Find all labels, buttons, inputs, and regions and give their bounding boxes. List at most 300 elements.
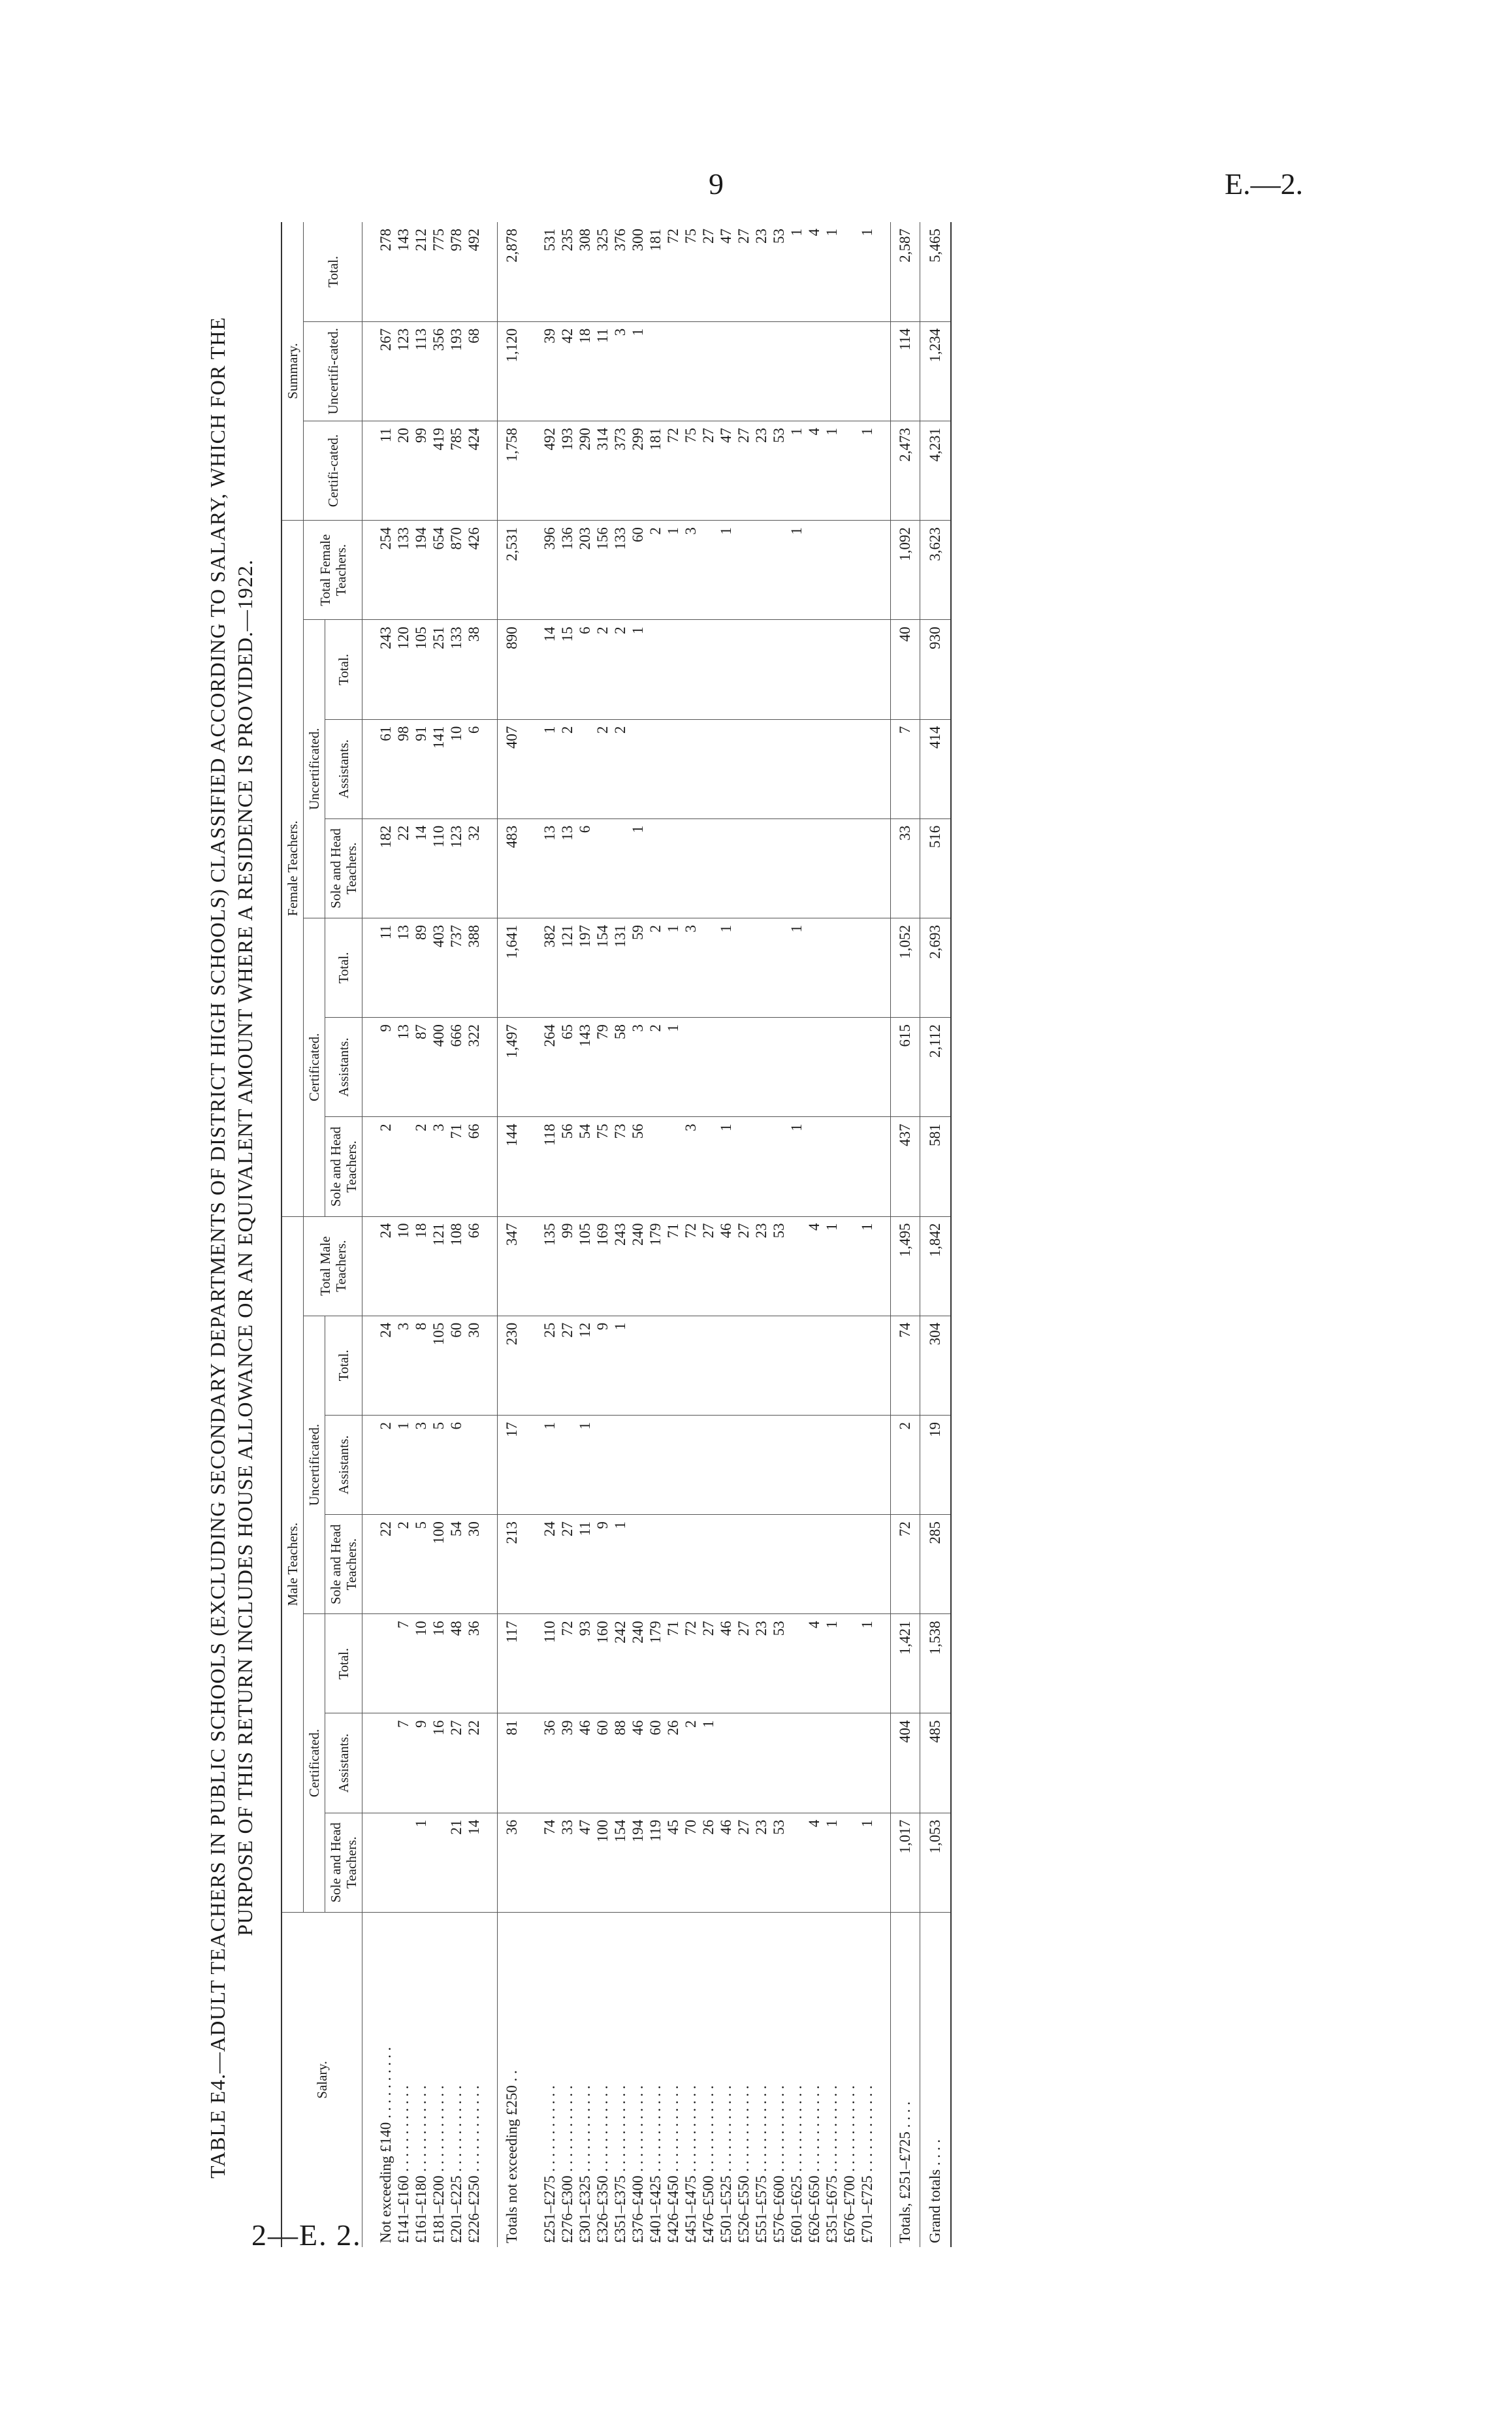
- male-cert-total-header: Total.: [325, 1614, 362, 1713]
- table-cell: 13: [394, 918, 412, 1017]
- spacer-cell: [876, 1018, 891, 1117]
- table-cell: 1: [700, 1713, 717, 1813]
- table-cell: 19: [920, 1415, 952, 1514]
- table-cell: [629, 1515, 647, 1614]
- spacer-cell: [876, 1614, 891, 1713]
- spacer-cell: [876, 321, 891, 421]
- table-cell: [394, 1117, 412, 1216]
- table-row: [465, 222, 483, 2247]
- table-cell: 407: [498, 719, 527, 818]
- table-cell: [805, 1415, 823, 1514]
- table-cell: 75: [594, 1117, 611, 1216]
- table-cell: 3: [611, 321, 629, 421]
- table-cell: 27: [735, 222, 752, 321]
- table-cell: 1: [611, 1515, 629, 1614]
- table-cell: 1: [576, 1415, 594, 1514]
- table-cell: 251: [430, 620, 447, 719]
- table-cell: 135: [541, 1216, 558, 1316]
- table-cell: [788, 1415, 805, 1514]
- table-cell: 154: [611, 1813, 629, 1912]
- table-cell: 56: [558, 1117, 576, 1216]
- table-cell: 194: [412, 521, 430, 620]
- table-cell: 100: [594, 1813, 611, 1912]
- spacer-cell: [483, 1415, 498, 1514]
- table-cell: 23: [752, 1813, 770, 1912]
- spacer-cell: [483, 1912, 498, 2247]
- table-cell: 27: [447, 1713, 465, 1813]
- table-cell: 133: [611, 521, 629, 620]
- table-cell: [735, 321, 752, 421]
- table-cell: [788, 1515, 805, 1614]
- table-cell: 9: [377, 1018, 394, 1117]
- spacer-cell: [483, 1018, 498, 1117]
- table-cell: [841, 421, 858, 520]
- table-cell: 136: [558, 521, 576, 620]
- table-row: [664, 222, 682, 2247]
- table-cell: 74: [891, 1316, 920, 1415]
- subtotal-row-low: [498, 222, 527, 2247]
- spacer-cell: [876, 918, 891, 1017]
- table-cell: 16: [430, 1713, 447, 1813]
- table-cell: 5,465: [920, 222, 952, 321]
- salary-label: £226–£250 . . . . . . . . . . . .: [466, 2085, 482, 2243]
- table-cell: 2,531: [498, 521, 527, 620]
- table-cell: [752, 1515, 770, 1614]
- table-cell: 23: [752, 222, 770, 321]
- female-uncert-assistants-header: Assistants.: [325, 719, 362, 818]
- male-uncert-total-header: Total.: [325, 1316, 362, 1415]
- table-cell: 666: [447, 1018, 465, 1117]
- table-cell: 2: [647, 1018, 664, 1117]
- table-cell: [735, 1018, 752, 1117]
- table-cell: 23: [752, 421, 770, 520]
- table-cell: 4: [805, 222, 823, 321]
- spacer-cell: [483, 321, 498, 421]
- table-cell: [558, 1415, 576, 1514]
- table-cell: [805, 1018, 823, 1117]
- table-cell: [717, 620, 735, 719]
- table-cell: 36: [498, 1813, 527, 1912]
- table-cell: 133: [394, 521, 412, 620]
- table-title-line-1: TABLE E4.—ADULT TEACHERS IN PUBLIC SCHOOLS (EXCLUDING SECONDARY DEPARTMENTS OF DISTRICT HIGH SCHOOLS) CLASSIFIED ACCORDING TO SALARY, WHICH FOR THE: [206, 316, 229, 2179]
- female-uncertificated-header: Uncertificated.: [304, 620, 325, 918]
- spacer-cell: [362, 1415, 378, 1514]
- table-cell: 3: [682, 1117, 700, 1216]
- table-cell: 3: [394, 1316, 412, 1415]
- table-cell: 300: [629, 222, 647, 321]
- salary-label: £501–£525 . . . . . . . . . . . .: [718, 2085, 734, 2243]
- table-cell: 3: [682, 521, 700, 620]
- table-cell: [629, 1415, 647, 1514]
- table-cell: [805, 818, 823, 918]
- table-cell: 53: [770, 1216, 788, 1316]
- table-cell: 7: [394, 1713, 412, 1813]
- table-cell: 27: [735, 1614, 752, 1713]
- table-cell: 1: [629, 321, 647, 421]
- table-cell: 4: [805, 1216, 823, 1316]
- table-cell: 240: [629, 1216, 647, 1316]
- table-cell: 89: [412, 918, 430, 1017]
- table-cell: [858, 918, 876, 1017]
- table-cell: 9: [594, 1515, 611, 1614]
- table-cell: 105: [412, 620, 430, 719]
- table-cell: 36: [465, 1614, 483, 1713]
- table-cell: 39: [541, 321, 558, 421]
- table-cell: 426: [465, 521, 483, 620]
- table-cell: 93: [576, 1614, 594, 1713]
- spacer-cell: [526, 918, 541, 1017]
- page-number: 9: [709, 167, 724, 201]
- table-cell: 9: [412, 1713, 430, 1813]
- table-cell: [823, 1415, 841, 1514]
- table-cell: [629, 1316, 647, 1415]
- table-cell: [700, 818, 717, 918]
- table-cell: [823, 620, 841, 719]
- table-cell: 314: [594, 421, 611, 520]
- spacer-cell: [483, 1216, 498, 1316]
- table-row: [805, 222, 823, 2247]
- spacer-cell: [362, 818, 378, 918]
- table-cell: 47: [717, 421, 735, 520]
- table-cell: 1: [788, 421, 805, 520]
- table-cell: [788, 719, 805, 818]
- table-cell: 404: [891, 1713, 920, 1813]
- spacer-cell: [526, 1614, 541, 1713]
- table-cell: 203: [576, 521, 594, 620]
- table-cell: 2: [682, 1713, 700, 1813]
- table-cell: 2: [377, 1117, 394, 1216]
- table-cell: [377, 1614, 394, 1713]
- salary-label: £376–£400 . . . . . . . . . . . .: [630, 2085, 646, 2243]
- table-cell: [823, 1515, 841, 1614]
- table-cell: 72: [891, 1515, 920, 1614]
- summary-header: Summary.: [281, 222, 304, 521]
- table-cell: 72: [558, 1614, 576, 1713]
- spacer-cell: [526, 1117, 541, 1216]
- table-cell: 113: [412, 321, 430, 421]
- spacer-cell: [876, 1515, 891, 1614]
- table-row: [412, 222, 430, 2247]
- table-cell: 32: [465, 818, 483, 918]
- table-cell: 56: [629, 1117, 647, 1216]
- table-cell: [788, 620, 805, 719]
- spacer-cell: [876, 1713, 891, 1813]
- table-cell: [682, 719, 700, 818]
- table-cell: [770, 1713, 788, 1813]
- table-cell: 33: [891, 818, 920, 918]
- summary-total-header: Total.: [304, 222, 362, 321]
- table-cell: 396: [541, 521, 558, 620]
- spacer-cell: [526, 321, 541, 421]
- table-cell: [858, 1515, 876, 1614]
- table-cell: 930: [920, 620, 952, 719]
- table-row: [541, 222, 558, 2247]
- table-cell: [752, 620, 770, 719]
- table-cell: [805, 918, 823, 1017]
- table-cell: [841, 321, 858, 421]
- table-cell: 2: [891, 1415, 920, 1514]
- spacer-cell: [483, 1515, 498, 1614]
- table-cell: 1: [629, 620, 647, 719]
- table-cell: [841, 222, 858, 321]
- table-cell: [700, 1117, 717, 1216]
- male-teachers-header: Male Teachers.: [281, 1216, 304, 1912]
- table-cell: 46: [576, 1713, 594, 1813]
- table-cell: [700, 1018, 717, 1117]
- table-cell: 890: [498, 620, 527, 719]
- table-cell: [735, 818, 752, 918]
- table-cell: [858, 1117, 876, 1216]
- table-cell: 1,052: [891, 918, 920, 1017]
- spacer-cell: [483, 1713, 498, 1813]
- table-cell: 143: [394, 222, 412, 321]
- table-cell: [823, 1316, 841, 1415]
- table-body: [362, 222, 952, 2247]
- table-cell: [752, 321, 770, 421]
- table-cell: 2: [647, 521, 664, 620]
- table-cell: 1: [412, 1813, 430, 1912]
- table-cell: 72: [682, 1216, 700, 1316]
- table-cell: 388: [465, 918, 483, 1017]
- salary-label: £576–£600 . . . . . . . . . . . .: [771, 2085, 787, 2243]
- table-cell: 24: [377, 1216, 394, 1316]
- table-cell: [770, 1117, 788, 1216]
- table-cell: 419: [430, 421, 447, 520]
- table-cell: 1: [788, 521, 805, 620]
- spacer-cell: [483, 222, 498, 321]
- table-cell: [700, 1515, 717, 1614]
- table-cell: 179: [647, 1216, 664, 1316]
- table-cell: 21: [447, 1813, 465, 1912]
- table-cell: [647, 818, 664, 918]
- table-cell: [664, 1515, 682, 1614]
- table-cell: 72: [664, 222, 682, 321]
- table-cell: 264: [541, 1018, 558, 1117]
- salary-label: Not exceeding £140 . . . . . . . . . .: [378, 2047, 394, 2243]
- spacer-cell: [483, 620, 498, 719]
- spacer-cell: [483, 818, 498, 918]
- table-cell: 30: [465, 1316, 483, 1415]
- table-cell: 33: [558, 1813, 576, 1912]
- table-cell: [841, 1614, 858, 1713]
- table-row: [770, 222, 788, 2247]
- table-row: [823, 222, 841, 2247]
- table-cell: 1: [858, 1216, 876, 1316]
- table-cell: 16: [430, 1614, 447, 1713]
- spacer-cell: [526, 1316, 541, 1415]
- table-cell: [788, 321, 805, 421]
- table-cell: 20: [394, 421, 412, 520]
- table-cell: [735, 1713, 752, 1813]
- table-cell: [752, 521, 770, 620]
- spacer-cell: [876, 1912, 891, 2247]
- table-cell: 121: [430, 1216, 447, 1316]
- table-cell: 22: [394, 818, 412, 918]
- table-cell: 7: [891, 719, 920, 818]
- table-title: [204, 209, 259, 2286]
- table-cell: [770, 521, 788, 620]
- table-cell: 15: [558, 620, 576, 719]
- table-cell: 65: [558, 1018, 576, 1117]
- spacer-cell: [526, 1216, 541, 1316]
- table-cell: 105: [430, 1316, 447, 1415]
- table-cell: 193: [558, 421, 576, 520]
- table-cell: 485: [920, 1713, 952, 1813]
- table-cell: 60: [594, 1713, 611, 1813]
- table-cell: 24: [377, 1316, 394, 1415]
- table-cell: 53: [770, 1614, 788, 1713]
- spacer-cell: [526, 1415, 541, 1514]
- spacer-cell: [483, 1117, 498, 1216]
- table-cell: 22: [377, 1515, 394, 1614]
- table-cell: 30: [465, 1515, 483, 1614]
- table-cell: 325: [594, 222, 611, 321]
- table-cell: [682, 620, 700, 719]
- table-cell: 27: [558, 1316, 576, 1415]
- table-cell: [788, 818, 805, 918]
- male-uncert-assistants-header: Assistants.: [325, 1415, 362, 1514]
- table-cell: 581: [920, 1117, 952, 1216]
- table-cell: 1: [823, 1614, 841, 1713]
- table-cell: [788, 1713, 805, 1813]
- salary-label: £161–£180 . . . . . . . . . . . .: [413, 2085, 429, 2243]
- table-cell: 11: [594, 321, 611, 421]
- table-cell: [841, 1713, 858, 1813]
- table-cell: [841, 1515, 858, 1614]
- table-cell: [788, 1813, 805, 1912]
- grand-total-row: [920, 222, 952, 2247]
- spacer-cell: [876, 620, 891, 719]
- rotated-table-block: [196, 209, 1437, 2286]
- table-cell: 53: [770, 222, 788, 321]
- table-cell: [788, 1018, 805, 1117]
- spacer-cell: [362, 719, 378, 818]
- table-cell: [664, 1316, 682, 1415]
- table-cell: 516: [920, 818, 952, 918]
- table-cell: 117: [498, 1614, 527, 1713]
- table-cell: 13: [558, 818, 576, 918]
- table-cell: 81: [498, 1713, 527, 1813]
- table-cell: 38: [465, 620, 483, 719]
- table-cell: [770, 719, 788, 818]
- table-cell: 1,421: [891, 1614, 920, 1713]
- table-cell: [858, 1415, 876, 1514]
- table-cell: [394, 1813, 412, 1912]
- table-cell: 27: [700, 222, 717, 321]
- male-certificated-header: Certificated.: [304, 1614, 325, 1913]
- table-cell: 4: [805, 1614, 823, 1713]
- table-cell: 1: [664, 918, 682, 1017]
- table-cell: 1,842: [920, 1216, 952, 1316]
- table-cell: 26: [700, 1813, 717, 1912]
- table-cell: [841, 620, 858, 719]
- table-cell: 179: [647, 1614, 664, 1713]
- table-cell: 1,641: [498, 918, 527, 1017]
- table-cell: 40: [891, 620, 920, 719]
- table-cell: [682, 1415, 700, 1514]
- table-cell: [841, 1813, 858, 1912]
- table-cell: 1,497: [498, 1018, 527, 1117]
- table-cell: [858, 1018, 876, 1117]
- table-cell: 36: [541, 1713, 558, 1813]
- table-cell: [770, 1018, 788, 1117]
- table-cell: 1,017: [891, 1813, 920, 1912]
- table-cell: [664, 1415, 682, 1514]
- salary-label: £181–£200 . . . . . . . . . . . .: [430, 2085, 447, 2243]
- table-cell: [664, 321, 682, 421]
- table-cell: 2: [594, 719, 611, 818]
- table-cell: 290: [576, 421, 594, 520]
- table-cell: 1: [541, 1415, 558, 1514]
- male-uncert-sole-head-header: Sole and Head Teachers.: [325, 1515, 362, 1614]
- table-cell: [682, 321, 700, 421]
- spacer-cell: [876, 1813, 891, 1912]
- table-cell: 27: [735, 1813, 752, 1912]
- table-cell: 1: [611, 1316, 629, 1415]
- salary-label: £476–£500 . . . . . . . . . . . .: [700, 2085, 716, 2243]
- spacer-cell: [362, 1614, 378, 1713]
- table-cell: 978: [447, 222, 465, 321]
- table-cell: [594, 818, 611, 918]
- table-cell: 2,693: [920, 918, 952, 1017]
- table-cell: 1: [788, 918, 805, 1017]
- table-cell: 1: [717, 521, 735, 620]
- spacer-row: [483, 222, 498, 2247]
- table-cell: [858, 818, 876, 918]
- male-cert-assistants-header: Assistants.: [325, 1713, 362, 1813]
- table-cell: [700, 918, 717, 1017]
- table-cell: [858, 620, 876, 719]
- table-cell: 74: [541, 1813, 558, 1912]
- table-cell: [770, 1515, 788, 1614]
- male-uncertificated-header: Uncertificated.: [304, 1316, 325, 1614]
- table-cell: [664, 620, 682, 719]
- spacer-cell: [362, 521, 378, 620]
- table-cell: [647, 719, 664, 818]
- table-cell: 212: [412, 222, 430, 321]
- table-cell: 71: [447, 1117, 465, 1216]
- table-cell: 88: [611, 1713, 629, 1813]
- table-cell: 54: [447, 1515, 465, 1614]
- table-cell: 2: [594, 620, 611, 719]
- table-cell: [717, 1018, 735, 1117]
- table-cell: 27: [558, 1515, 576, 1614]
- table-cell: [664, 818, 682, 918]
- table-cell: 356: [430, 321, 447, 421]
- table-cell: 2,473: [891, 421, 920, 520]
- table-cell: 1: [541, 719, 558, 818]
- table-cell: 615: [891, 1018, 920, 1117]
- female-certificated-header: Certificated.: [304, 918, 325, 1216]
- table-cell: [717, 818, 735, 918]
- table-cell: 68: [465, 321, 483, 421]
- table-cell: [576, 719, 594, 818]
- table-row: [394, 222, 412, 2247]
- table-cell: 27: [735, 421, 752, 520]
- table-cell: 267: [377, 321, 394, 421]
- table-cell: 2: [377, 1415, 394, 1514]
- salary-label: £351–£675 . . . . . . . . . . . .: [824, 2085, 840, 2243]
- table-cell: 3: [430, 1117, 447, 1216]
- salary-label: £401–£425 . . . . . . . . . . . .: [647, 2085, 664, 2243]
- table-cell: 70: [682, 1813, 700, 1912]
- table-cell: 156: [594, 521, 611, 620]
- signature-mark: 2—E. 2.: [251, 2218, 362, 2252]
- table-cell: [770, 620, 788, 719]
- table-row: [447, 222, 465, 2247]
- table-cell: [682, 818, 700, 918]
- table-cell: 23: [752, 1216, 770, 1316]
